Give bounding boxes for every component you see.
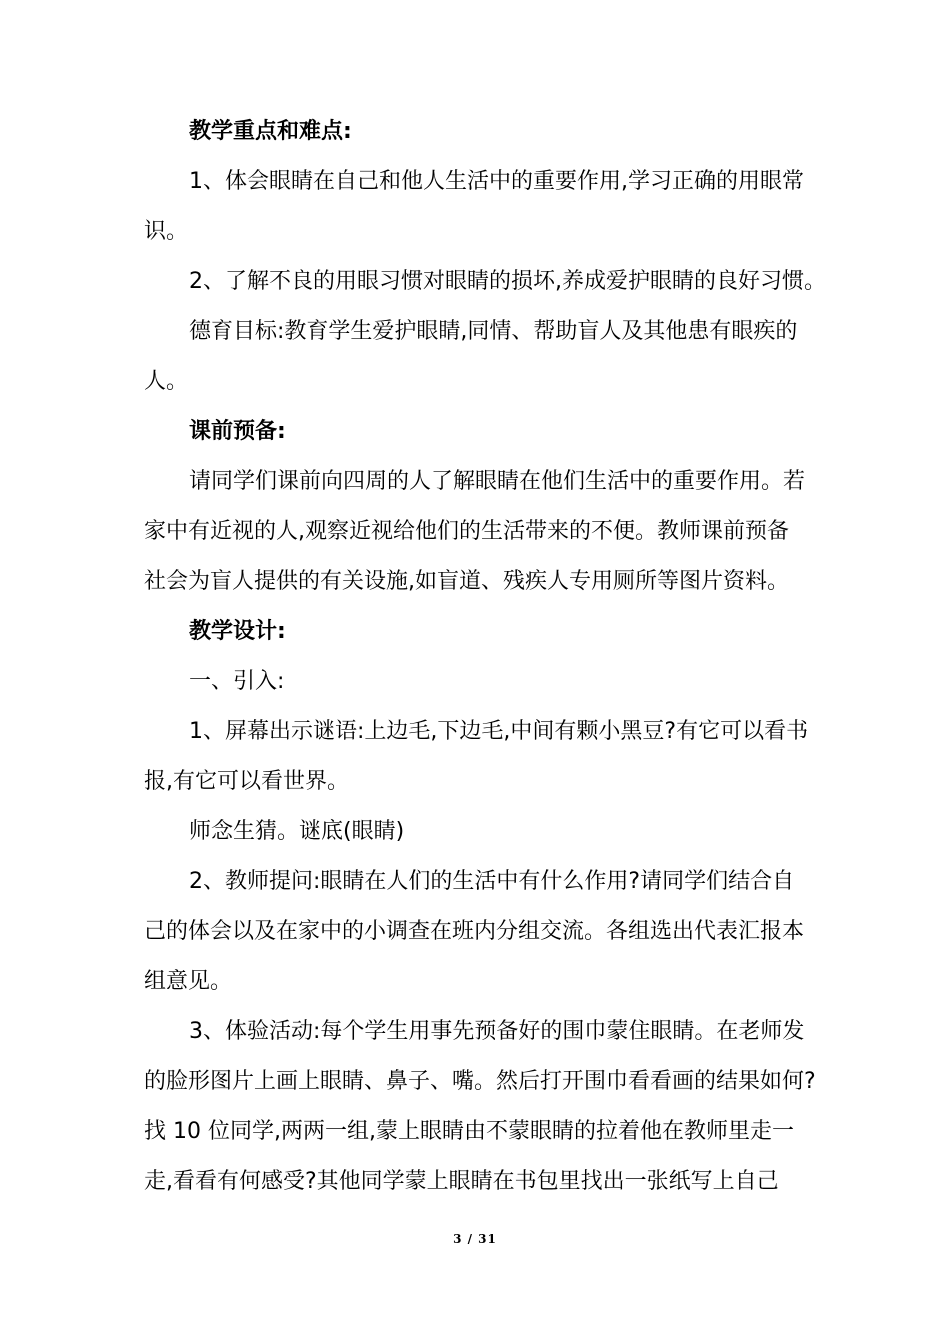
paragraph-moral-line-2: 人。 bbox=[144, 369, 189, 394]
paragraph-intro-2-line-3: 组意见。 bbox=[144, 969, 233, 994]
paragraph-focus-2: 2、了解不良的用眼习惯对眼睛的损坏,养成爱护眼睛的良好习惯。 bbox=[189, 269, 826, 294]
paragraph-focus-1-line-1: 1、体会眼睛在自己和他人生活中的重要作用,学习正确的用眼常 bbox=[189, 169, 804, 194]
heading-teaching-focus: 教学重点和难点: bbox=[189, 119, 352, 144]
paragraph-focus-1-line-2: 识。 bbox=[144, 219, 189, 244]
paragraph-intro-3-line-2: 的脸形图片上画上眼睛、鼻子、嘴。然后打开围巾看看画的结果如何? bbox=[144, 1069, 816, 1094]
paragraph-moral-line-1: 德育目标:教育学生爱护眼睛,同情、帮助盲人及其他患有眼疾的 bbox=[189, 319, 798, 344]
paragraph-prep-line-3: 社会为盲人提供的有关设施,如盲道、残疾人专用厕所等图片资料。 bbox=[144, 569, 789, 594]
heading-teaching-design: 教学设计: bbox=[189, 619, 286, 644]
paragraph-riddle-answer: 师念生猜。谜底(眼睛) bbox=[189, 819, 405, 844]
section-introduction: 一、引入: bbox=[189, 669, 285, 694]
paragraph-prep-line-1: 请同学们课前向四周的人了解眼睛在他们生活中的重要作用。若 bbox=[189, 469, 806, 494]
paragraph-intro-3-line-4: 走,看看有何感受?其他同学蒙上眼睛在书包里找出一张纸写上自己 bbox=[144, 1169, 779, 1194]
paragraph-intro-3-line-1: 3、体验活动:每个学生用事先预备好的围巾蒙住眼睛。在老师发 bbox=[189, 1019, 805, 1044]
paragraph-prep-line-2: 家中有近视的人,观察近视给他们的生活带来的不便。教师课前预备 bbox=[144, 519, 789, 544]
paragraph-intro-3-line-3: 找 10 位同学,两两一组,蒙上眼睛由不蒙眼睛的拉着他在教师里走一 bbox=[144, 1119, 794, 1144]
paragraph-intro-1-line-2: 报,有它可以看世界。 bbox=[144, 769, 349, 794]
paragraph-intro-1-line-1: 1、屏幕出示谜语:上边毛,下边毛,中间有颗小黑豆?有它可以看书 bbox=[189, 719, 809, 744]
page-number: 3 / 31 bbox=[453, 1232, 497, 1246]
paragraph-intro-2-line-1: 2、教师提问:眼睛在人们的生活中有什么作用?请同学们结合自 bbox=[189, 869, 795, 894]
heading-preparation: 课前预备: bbox=[189, 419, 286, 444]
paragraph-intro-2-line-2: 己的体会以及在家中的小调查在班内分组交流。各组选出代表汇报本 bbox=[144, 919, 805, 944]
